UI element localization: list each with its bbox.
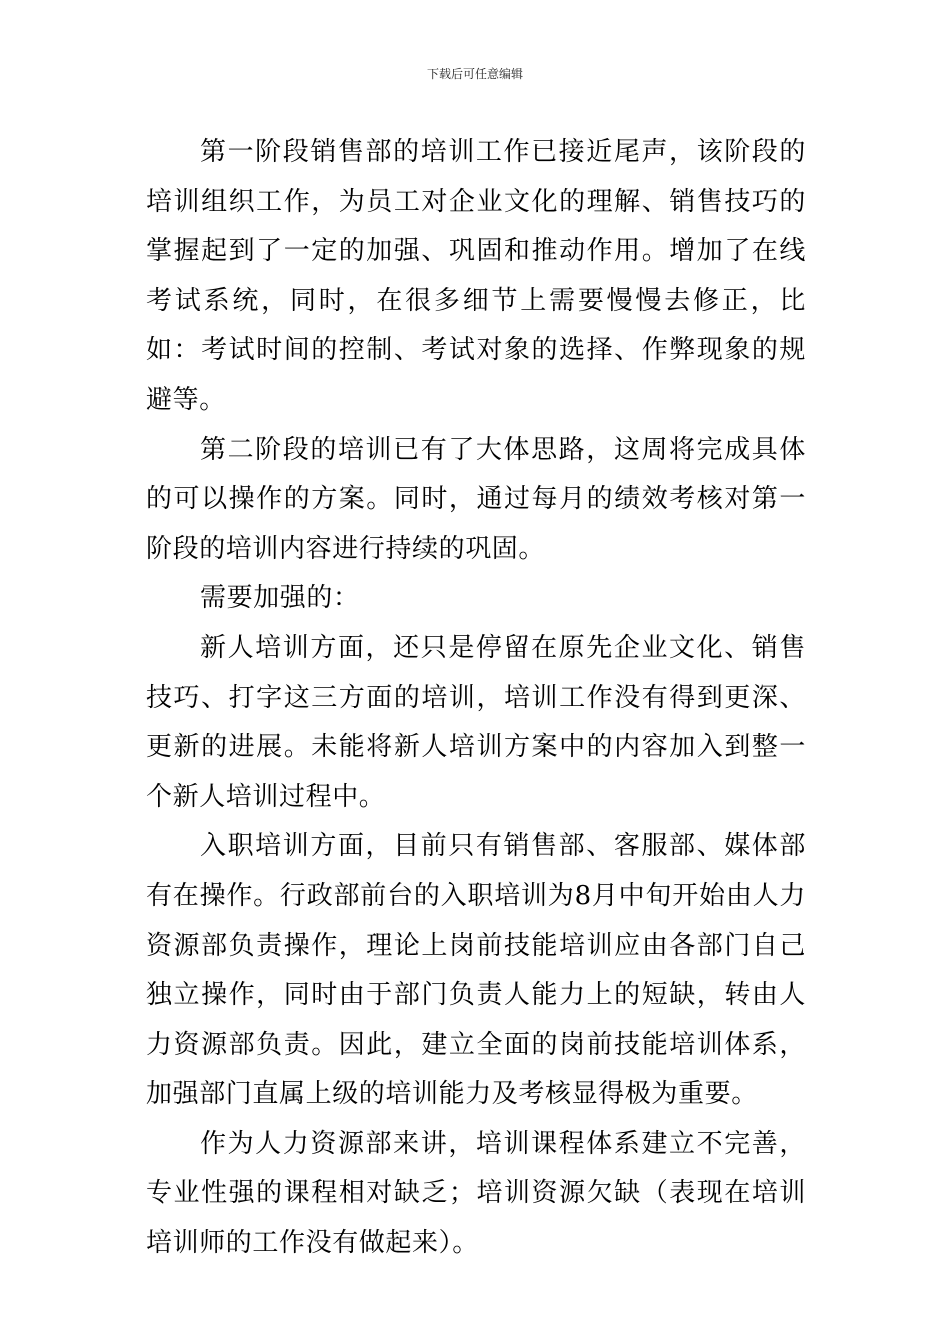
- paragraph-onboarding-training: 入职培训方面，目前只有销售部、客服部、媒体部有在操作。行政部前台的入职培训为8月中旬开始由人力资源部负责操作，理论上岗前技能培训应由各部门自己独立操作，同时由于部门负责人能力上的短缺，转由人力资源部负责。因此，建立全面的岗前技能培训体系，加强部门直属上级的培训能力及考核显得极为重要。: [146, 831, 806, 1110]
- paragraph-phase-two: 第二阶段的培训已有了大体思路，这周将完成具体的可以操作的方案。同时，通过每月的绩效考核对第一阶段的培训内容进行持续的巩固。: [146, 434, 806, 564]
- paragraph-needs-strengthening: 需要加强的：: [200, 583, 360, 614]
- paragraph-new-hire-training: 新人培训方面，还只是停留在原先企业文化、销售技巧、打字这三方面的培训，培训工作没有得到更深、更新的进展。未能将新人培训方案中的内容加入到整一个新人培训过程中。: [146, 632, 806, 812]
- page-header: 下载后可任意编辑: [426, 67, 523, 81]
- document-body: [146, 128, 806, 1269]
- paragraph-hr-department: 作为人力资源部来讲，培训课程体系建立不完善，专业性强的课程相对缺乏；培训资源欠缺（表现在培训培训师的工作没有做起来）。: [146, 1128, 806, 1259]
- paragraph-phase-one: 第一阶段销售部的培训工作已接近尾声，该阶段的培训组织工作，为员工对企业文化的理解、销售技巧的掌握起到了一定的加强、巩固和推动作用。增加了在线考试系统，同时，在很多细节上需要慢慢去修正，比如：考试时间的控制、考试对象的选择、作弊现象的规避等。: [146, 137, 806, 415]
